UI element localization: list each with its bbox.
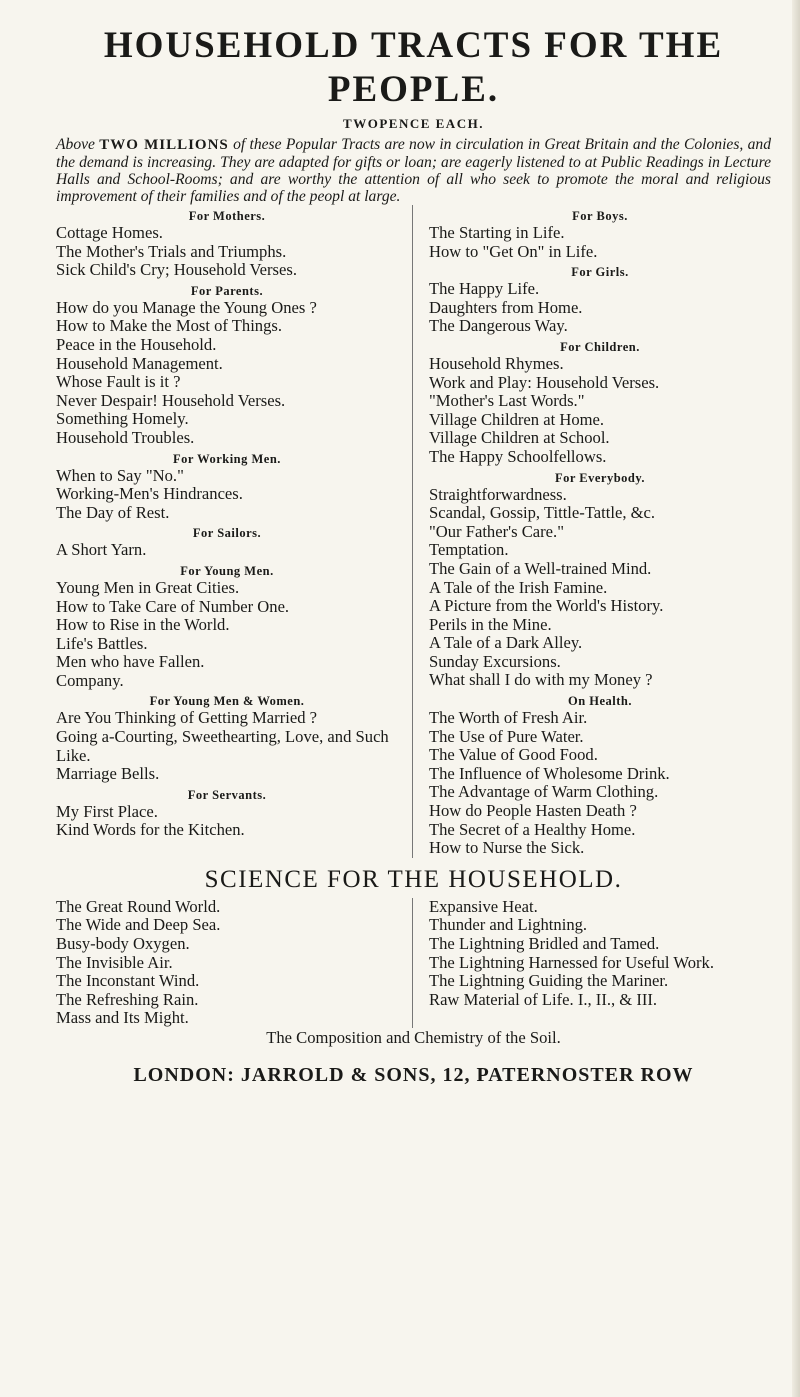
tract-title: Sunday Excursions. xyxy=(429,651,561,671)
intro-caps: TWO MILLIONS xyxy=(99,137,229,153)
category-heading: For Mothers. xyxy=(188,209,266,223)
advertisement-page xyxy=(56,24,771,1088)
tract-title: The Starting in Life. xyxy=(429,223,565,242)
publisher-imprint: LONDON: JARROLD & SONS, 12, PATERNOSTER ROW xyxy=(133,1063,694,1086)
tract-title: Perils in the Mine. xyxy=(429,614,552,634)
tract-title: Men who have Fallen. xyxy=(56,652,205,672)
tract-title: Household Rhymes. xyxy=(429,353,564,373)
tract-title: Are You Thinking of Getting Married ? xyxy=(56,708,318,728)
tract-title: The Happy Life. xyxy=(429,279,540,299)
page-title: HOUSEHOLD TRACTS FOR THE PEOPLE. xyxy=(103,25,724,110)
category-heading: For Everybody. xyxy=(554,470,646,485)
tract-title: "Mother's Last Words." xyxy=(429,391,585,411)
tract-title: A Tale of the Irish Famine. xyxy=(429,577,608,597)
category-heading: For Servants. xyxy=(187,787,267,802)
science-right-column xyxy=(413,898,771,1028)
tract-title: Peace in the Household. xyxy=(56,334,217,354)
tract-title: The Advantage of Warm Clothing. xyxy=(429,782,659,802)
category-heading: For Working Men. xyxy=(173,451,281,466)
intro-paragraph xyxy=(56,136,771,205)
science-tract-title: Thunder and Lightning. xyxy=(429,915,588,935)
left-column xyxy=(56,205,413,858)
tract-title: The Use of Pure Water. xyxy=(429,726,584,746)
tract-title: Daughters from Home. xyxy=(429,297,583,317)
page-edge xyxy=(792,0,800,1397)
tract-title: Working-Men's Hindrances. xyxy=(56,484,243,504)
category-heading: For Young Men & Women. xyxy=(149,694,305,709)
science-heading: SCIENCE FOR THE HOUSEHOLD. xyxy=(204,865,623,893)
tract-title: The Happy Schoolfellows. xyxy=(429,446,607,466)
category-heading: For Young Men. xyxy=(180,563,274,578)
category-heading: For Children. xyxy=(560,339,640,354)
science-tract-title: The Lightning Guiding the Mariner. xyxy=(429,971,669,991)
right-column xyxy=(413,205,771,858)
science-tract-title: Busy-body Oxygen. xyxy=(56,934,190,953)
price-line: TWOPENCE EACH. xyxy=(343,116,484,131)
tract-title: Work and Play: Household Verses. xyxy=(429,372,660,392)
tract-columns xyxy=(56,205,771,858)
science-tract-title: Raw Material of Life. I., II., & III. xyxy=(429,989,658,1009)
tract-title: A Picture from the World's History. xyxy=(429,596,664,616)
tract-title: The Secret of a Healthy Home. xyxy=(429,819,636,839)
science-tract-title: The Wide and Deep Sea. xyxy=(56,915,221,935)
tract-title: Sick Child's Cry; Household Verses. xyxy=(56,260,297,280)
science-tract-title: Expansive Heat. xyxy=(429,896,538,916)
tract-title: Kind Words for the Kitchen. xyxy=(56,820,245,840)
science-tract-title: Mass and Its Might. xyxy=(56,1008,189,1028)
tract-title: How to Rise in the World. xyxy=(56,615,230,635)
tract-title: Cottage Homes. xyxy=(56,223,163,242)
tract-title: How do People Hasten Death ? xyxy=(429,801,637,821)
tract-title: How to Nurse the Sick. xyxy=(429,838,585,858)
tract-title: What shall I do with my Money ? xyxy=(429,670,653,690)
tract-title: The Dangerous Way. xyxy=(429,316,568,336)
intro-post: of these Popular Tracts are now in circulation in Great Britain and the Colonies, and the demand is increasing. They are adapted for gifts or loan; are eagerly listened to at Public Readings in Lecture Halls and School-Rooms; and are worthy the attention of all who seek to promote the moral and religious improvement of their families and of the peopl at large. xyxy=(56,136,771,205)
tract-title: Straightforwardness. xyxy=(429,484,567,504)
tract-title: Temptation. xyxy=(429,540,509,560)
science-last-item: The Composition and Chemistry of the Soil. xyxy=(266,1027,561,1047)
category-heading: For Parents. xyxy=(190,283,264,298)
tract-title: Young Men in Great Cities. xyxy=(56,577,240,597)
science-tract-title: The Great Round World. xyxy=(56,896,221,916)
tract-title: Scandal, Gossip, Tittle-Tattle, &c. xyxy=(429,503,656,523)
category-heading: On Health. xyxy=(567,694,633,709)
tract-title: Something Homely. xyxy=(56,409,189,429)
tract-title: Life's Battles. xyxy=(56,633,148,653)
tract-title: A Tale of a Dark Alley. xyxy=(429,633,583,653)
tract-title: How to Make the Most of Things. xyxy=(56,316,283,336)
tract-title: How to Take Care of Number One. xyxy=(56,596,290,616)
tract-title: The Value of Good Food. xyxy=(429,745,598,765)
tract-title: Household Management. xyxy=(56,353,223,373)
tract-title: Household Troubles. xyxy=(56,427,195,447)
category-heading: For Boys. xyxy=(572,209,628,223)
science-tract-title: The Lightning Harnessed for Useful Work. xyxy=(429,952,714,972)
tract-title: How do you Manage the Young Ones ? xyxy=(56,297,317,317)
science-left-column xyxy=(56,898,413,1028)
tract-title: A Short Yarn. xyxy=(56,540,147,560)
intro-pre: Above xyxy=(56,136,100,153)
science-tract-title: The Invisible Air. xyxy=(56,952,173,972)
tract-title: When to Say "No." xyxy=(56,465,184,485)
category-heading: For Girls. xyxy=(571,265,629,280)
tract-title: Never Despair! Household Verses. xyxy=(56,390,286,410)
science-columns xyxy=(56,898,771,1028)
tract-title: The Gain of a Well-trained Mind. xyxy=(429,558,652,578)
tract-title: My First Place. xyxy=(56,801,158,821)
tract-title: The Influence of Wholesome Drink. xyxy=(429,763,670,783)
science-tract-title: The Inconstant Wind. xyxy=(56,971,200,991)
tract-title: Village Children at Home. xyxy=(429,409,605,429)
tract-title: Marriage Bells. xyxy=(56,764,160,784)
tract-title: Going a-Courting, Sweethearting, Love, and Such Like. xyxy=(56,727,389,765)
tract-title: "Our Father's Care." xyxy=(429,521,564,541)
tract-title: Whose Fault is it ? xyxy=(56,372,181,392)
science-tract-title: The Refreshing Rain. xyxy=(56,989,199,1009)
tract-title: The Worth of Fresh Air. xyxy=(429,708,588,728)
science-tract-title: The Lightning Bridled and Tamed. xyxy=(429,934,660,953)
tract-title: The Mother's Trials and Triumphs. xyxy=(56,241,287,261)
tract-title: How to "Get On" in Life. xyxy=(429,241,598,261)
tract-title: The Day of Rest. xyxy=(56,502,170,522)
tract-title: Company. xyxy=(56,670,124,690)
category-heading: For Sailors. xyxy=(192,526,262,541)
tract-title: Village Children at School. xyxy=(429,428,610,448)
